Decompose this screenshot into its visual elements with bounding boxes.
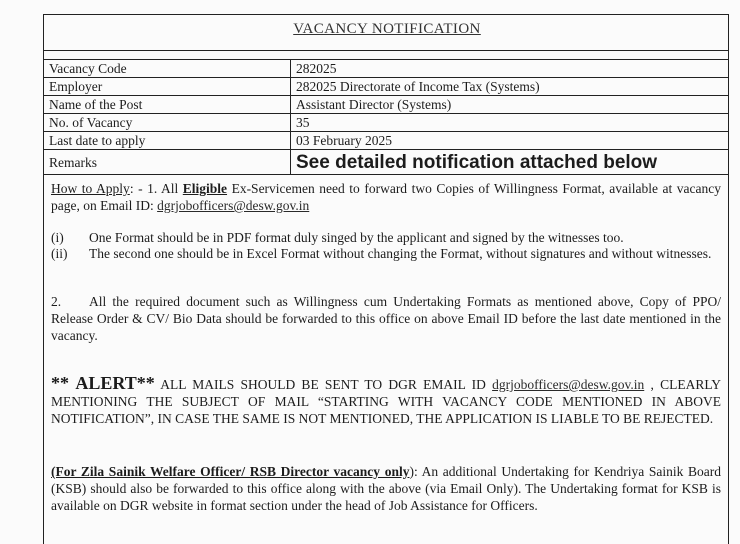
list-item	[51, 245, 721, 262]
alert-text-b: , CLEARLY MENTIONING THE SUBJECT OF MAIL “STARTING WITH VACANCY CODE MENTIONED IN ABOVE NOTIFICATION”, IN CASE THE SAME IS NOT MENTIONED, THE APPLICATION IS LIABLE TO BE REJECTED.	[51, 377, 721, 426]
post-name-value: Assistant Director (Systems)	[291, 96, 729, 114]
alert-heading: ** ALERT**	[51, 373, 155, 393]
documents-paragraph	[51, 293, 721, 344]
item-text: The second one should be in Excel Format without changing the Format, without signatures and without witnesses.	[89, 246, 712, 261]
how-to-apply-heading: How to Apply	[51, 181, 130, 196]
vacancy-count-label: No. of Vacancy	[44, 114, 291, 132]
item-number: (ii)	[51, 246, 68, 261]
table-row	[44, 78, 729, 96]
documents-text: All the required document such as Willingness cum Undertaking Formats as mentioned above, Copy of PPO/ Release Order & CV/ Bio Data should be forwarded to this office on above Email ID before the last date mentioned in the vacancy.	[51, 294, 721, 343]
alert-text-a: ALL MAILS SHOULD BE SENT TO DGR EMAIL ID	[154, 377, 493, 392]
post-name-label: Name of the Post	[44, 96, 291, 114]
table-row	[44, 96, 729, 114]
alert-paragraph	[51, 375, 721, 427]
eligible-label: Eligible	[182, 181, 228, 196]
zila-text: ): An additional Undertaking for Kendriya Sainik Board (KSB) should also be forwarded to this office along with the above (via Email Only). The Undertaking format for KSB is available on DGR website in format section under the head of Job Assistance for Officers.	[51, 464, 721, 513]
employer-label: Employer	[44, 78, 291, 96]
table-row	[44, 150, 729, 175]
last-date-value: 03 February 2025	[291, 132, 729, 150]
vacancy-code-label: Vacancy Code	[44, 60, 291, 78]
email-link[interactable]: dgrjobofficers@desw.gov.in	[157, 198, 310, 213]
vacancy-code-value: 282025	[291, 60, 729, 78]
alert-email-link[interactable]: dgrjobofficers@desw.gov.in	[492, 377, 645, 392]
vacancy-count-value: 35	[291, 114, 729, 132]
employer-value: 282025 Directorate of Income Tax (Systems)	[291, 78, 729, 96]
how-to-apply-paragraph	[51, 180, 721, 214]
how-to-apply-text-a: : - 1. All	[129, 181, 183, 196]
title-divider	[43, 50, 729, 51]
vacancy-details-table	[43, 59, 729, 175]
table-row	[44, 114, 729, 132]
zila-heading: (For Zila Sainik Welfare Officer/ RSB Director vacancy only	[51, 464, 410, 479]
list-item	[51, 229, 721, 246]
table-row	[44, 60, 729, 78]
last-date-label: Last date to apply	[44, 132, 291, 150]
remarks-label: Remarks	[44, 150, 291, 175]
how-to-apply-text-b: Ex-Servicemen need to forward two Copies of Willingness Format, available at vacancy page, on Email ID:	[51, 181, 721, 213]
zila-paragraph	[51, 463, 721, 514]
item-text: One Format should be in PDF format duly singed by the applicant and signed by the witnesses too.	[89, 230, 624, 245]
page-title: VACANCY NOTIFICATION	[293, 21, 481, 37]
remarks-value: See detailed notification attached below	[291, 150, 729, 175]
table-row	[44, 132, 729, 150]
item-number: (i)	[51, 230, 64, 245]
paragraph-number: 2.	[51, 294, 62, 309]
